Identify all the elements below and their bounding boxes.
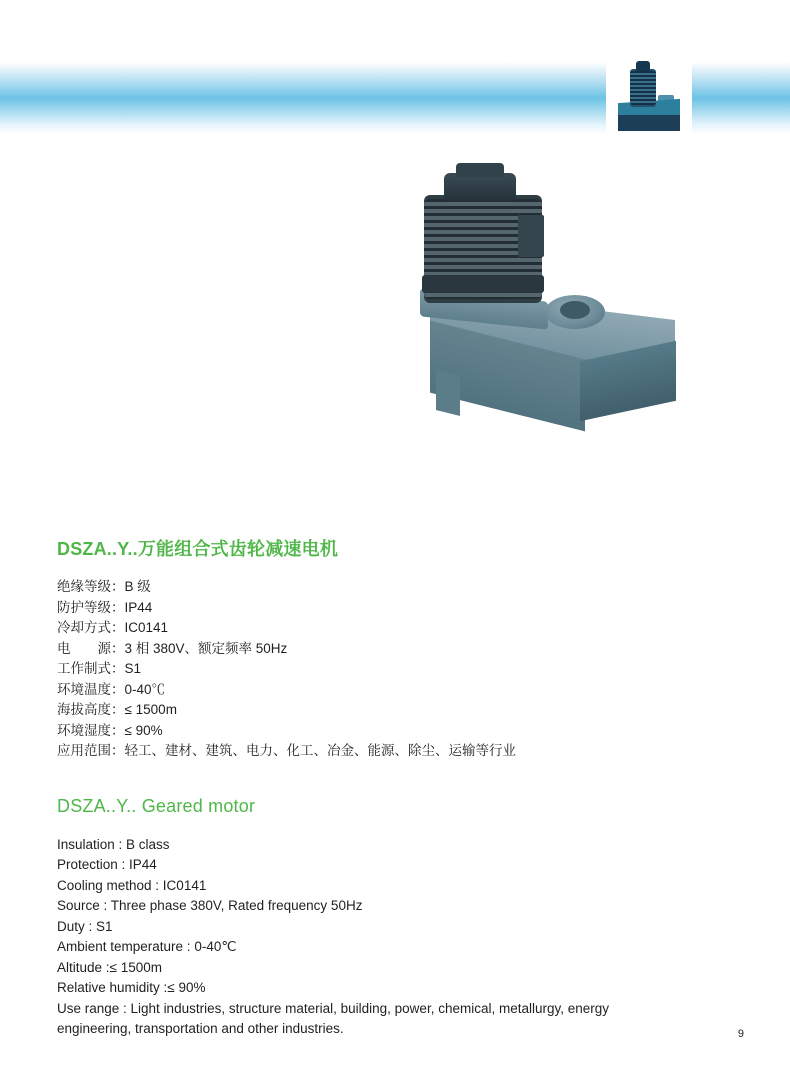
- spec-item-duty-cn: 工作制式：S1: [57, 661, 142, 676]
- spec-list-en: [57, 835, 747, 1040]
- spec-list-cn: [57, 577, 747, 762]
- gear-motor-thumbnail-image: [614, 55, 684, 133]
- spec-item-source-en: Source : Three phase 380V, Rated frequency 50Hz: [57, 898, 363, 913]
- english-section: [57, 796, 747, 1040]
- gear-motor-product-image: [400, 155, 675, 430]
- spec-item-cooling-en: Cooling method : IC0141: [57, 877, 207, 893]
- product-title-en: DSZA..Y.. Geared motor: [57, 795, 256, 816]
- spec-item-humidity-en: Relative humidity :≤ 90%: [57, 980, 206, 995]
- spec-item-source-cn: 电 源：3 相 380V、额定频率 50Hz: [57, 640, 288, 656]
- spec-item-protection-en: Protection : IP44: [57, 857, 157, 872]
- spec-item-ambient-temperature-cn: 环境温度：0-40℃: [57, 681, 166, 697]
- gearbox-output-hub: [560, 301, 590, 319]
- spec-item-use-range-en: Use range : Light industries, structure material, building, power, chemical, metallurgy, energy engineering, transportation and other industries.: [57, 1000, 610, 1036]
- page-number: 9: [737, 1028, 744, 1040]
- thumbnail-motor-cap: [636, 61, 650, 71]
- spec-item-insulation-cn: 绝缘等级：B 级: [57, 579, 151, 594]
- spec-item-altitude-cn: 海拔高度：≤ 1500m: [57, 702, 177, 717]
- motor-terminal-box: [518, 215, 544, 257]
- thumbnail-motor-fins: [630, 71, 656, 105]
- spec-item-cooling-cn: 冷却方式：IC0141: [57, 620, 169, 635]
- spec-item-ambient-temperature-en: Ambient temperature : 0-40℃: [57, 939, 237, 954]
- product-description: [57, 535, 747, 1040]
- thumbnail-gearbox-base: [618, 115, 680, 131]
- motor-top-cap: [456, 163, 504, 177]
- spec-item-insulation-en: Insulation : B class: [57, 836, 170, 852]
- motor-fan-cover: [444, 173, 516, 201]
- product-title-cn: DSZA..Y..万能组合式齿轮减速电机: [57, 539, 339, 559]
- spec-item-use-range-cn: 应用范围：轻工、建材、建筑、电力、化工、冶金、能源、除尘、运输等行业: [57, 743, 516, 758]
- spec-item-protection-cn: 防护等级：IP44: [57, 599, 153, 615]
- motor-lower-band: [422, 275, 544, 293]
- spec-item-duty-en: Duty : S1: [57, 918, 113, 934]
- spec-item-altitude-en: Altitude :≤ 1500m: [57, 959, 162, 975]
- gearbox-mounting-foot: [436, 370, 460, 416]
- spec-item-humidity-cn: 环境湿度：≤ 90%: [57, 722, 163, 738]
